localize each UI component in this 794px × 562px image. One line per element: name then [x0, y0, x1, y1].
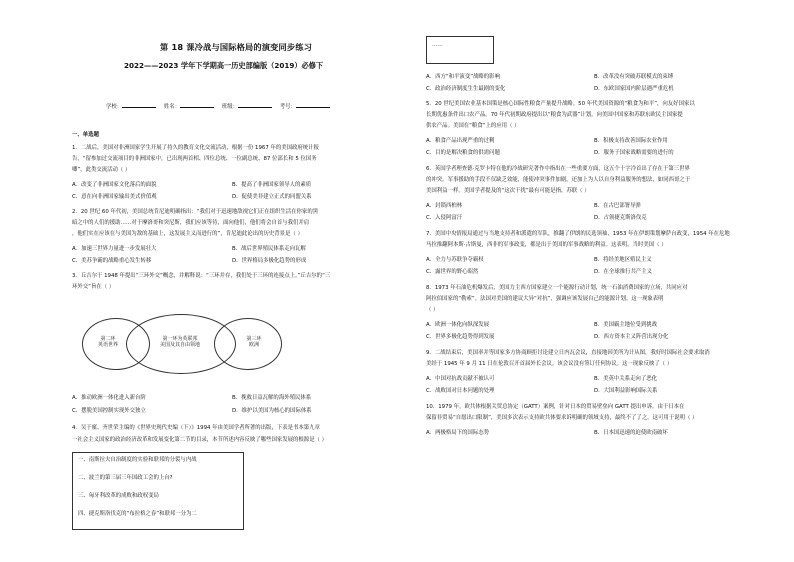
q1-stem-line-3: 卿”，此类交流活动（ ）: [72, 167, 131, 173]
q4-table-row-4: 四、捷克斯洛伐克的“布拉格之春”和联邦一分为二: [78, 511, 197, 517]
q6-option-b[interactable]: B．在古巴部署导弹: [594, 203, 641, 209]
q6-option-d[interactable]: D．占领捷克斯洛伐克: [594, 215, 647, 221]
q4-table-row-3: 三、匈牙利改革的成败和政权变局: [78, 493, 159, 499]
q4-option-b[interactable]: B．改革没有突破苏联模式的束缚: [594, 74, 674, 80]
q1-option-b[interactable]: B．提高了非洲国家领导人的素质: [232, 182, 312, 188]
class-label: 班级：: [221, 104, 238, 110]
q7-option-b[interactable]: B．将经美地区殖民主义: [594, 257, 652, 263]
q1-stem-line-2: 告，“留参加过交流项目的非洲国家中，已出现两首相、四位总统、一位副总统、87 位部长和 5 位国务: [72, 156, 317, 162]
header-box: [426, 36, 494, 64]
q4-stem-line-1: 4．吴于廑、齐世荣主编的《世界史现代史编（下）》1994 年由美国学者所著的出版，下表是书本第九章: [72, 425, 320, 431]
q7-option-a[interactable]: A．全力与苏联争夺霸权: [426, 257, 484, 263]
q9-stem-line-2: 美经于 1945 年 9 月 11 日在伦敦召开首届外长会议。该会议没有签订任何协议。这一现象反映了（ ）: [426, 361, 673, 367]
q5-stem-line-3: 供农产品。美国在“粮食”上的应用（ ）: [426, 123, 520, 129]
q2-stem-line-2: 暗之中的人们的援助……对于摩洛哥和突尼斯，我们应该等待，面向他们，他们将会自首与我们并肩: [72, 220, 310, 226]
second-circle-label: 第二环 英语世界: [97, 336, 118, 348]
q8-option-b[interactable]: B．美国霸主地位受到挑战: [594, 322, 657, 328]
header-box-text: ……: [432, 42, 443, 48]
q5-option-a[interactable]: A．粮食产品出现严重的过剩: [426, 138, 495, 144]
q1-stem-line-1: 1．二战后，美国对非洲国家学生开展了持久的教育文化交流活动，根据一份 1967 年的美国政府统计报: [72, 145, 319, 151]
q6-option-a[interactable]: A．封锁西柏林: [426, 203, 463, 209]
q4-option-c[interactable]: C．政治经济制度生生最剧的变化: [426, 86, 506, 92]
left-column: [72, 0, 382, 562]
q8-stem-line-2: 阿拉伯国家的“勒索”。法国对美国的建议大异“对抗”，强调应该发展自己的能源计划。这一现象表明: [426, 296, 664, 302]
q9-option-d[interactable]: D．大国利益影响国际关系: [594, 388, 658, 394]
q7-option-d[interactable]: D．在全球推行共产主义: [594, 269, 653, 275]
q9-stem-line-1: 9．二战结束后，美国率并等国家多方协商顾拒讨论建立日内瓦会议，直接地因美所为计从图，我好时国际社会要求取消: [426, 350, 710, 356]
q5-stem-line-2: 长期优惠条件出口农产品。70 年代初期政府提出以“粮食为武器”计划，向美国中国家和苏联东欧民主国家提: [426, 112, 683, 118]
q8-option-a[interactable]: A．欧洲一体化向纵深发展: [426, 322, 489, 328]
q1-option-d[interactable]: D．促使美非建立正式的同盟关系: [232, 194, 312, 200]
third-circle-label: 第三环 欧洲: [246, 336, 262, 348]
q2-option-c[interactable]: C．美苏争霸的战略重心发生转移: [72, 258, 152, 264]
name-field[interactable]: [180, 102, 214, 108]
school-label: 学校：: [106, 104, 123, 110]
q9-option-a[interactable]: A．中国对抗战贡献不被认可: [426, 376, 495, 382]
q7-option-c[interactable]: C．露世界的野心昭然: [426, 269, 479, 275]
student-info-line: [106, 102, 330, 111]
q4-option-a[interactable]: A．西方“和平演变”战略的影响: [426, 74, 500, 80]
q3-stem-line-1: 3．丘吉尔于 1948 年提出“三环外交”概念，并解释说：“三环并存，我们处于三环的连接点上。”丘吉尔的“三: [72, 273, 331, 279]
q2-stem-line-1: 2．20 世纪 60 年代初，美国总统肯尼迪明确指出：“我们对于迅速地敌视它们正在组织生活在你家的黑: [72, 209, 319, 215]
q8-stem-line-3: （ ）: [426, 307, 439, 313]
page-subtitle: 2022——2023 学年下学期高一历史部编版（2019）必修下: [124, 61, 324, 70]
q1-option-a[interactable]: A．改变了非洲国家文化落后的面貌: [72, 182, 157, 188]
right-column: [418, 0, 758, 562]
first-circle-label: 第一环为英联邦 美国及其自由领地: [159, 336, 200, 348]
q5-stem-line-1: 5．20 世纪美国农业基本国策是核心国际性粮食产量提升战略。50 年代美国资源的“粮食为和平”，向友好国家以: [426, 101, 695, 107]
q3-option-a[interactable]: A．推动欧洲一体化进入新台阶: [72, 395, 146, 401]
q4-option-d[interactable]: D．东欧国家国内阶层遇严重危机: [594, 86, 674, 92]
exam-no-field[interactable]: [296, 102, 330, 108]
page-title: 第 18 课冷战与国际格局的演变同步练习: [160, 42, 313, 52]
q4-stem-line-2: 一社会主义国家的政治经济改革和发展变化第二节的目录，本节所述内容反映了哪些国家发展的根源是（ ）: [72, 437, 328, 443]
q7-stem-line-1: 7．美国中央情报局通过与当地支持者和派遣的军队，推翻了伊朗的民选领袖，1953 年在伊朗策划摩萨台政变，1954 年在危地: [426, 231, 730, 237]
section-heading: 一、单选题: [72, 132, 99, 138]
name-label: 姓名：: [163, 104, 181, 110]
class-field[interactable]: [238, 102, 272, 108]
q5-option-c[interactable]: C．目的是解决粮食的供需问题: [426, 150, 500, 156]
q9-option-b[interactable]: B．美英中关系走向了恶化: [594, 376, 657, 382]
q6-stem-line-2: 的冲突。军事援助的手段不仅缺乏效能，能使冲突事件加剧，还加上为人以自身利益服务的想法，如同西哥之于: [426, 177, 691, 183]
q3-option-b[interactable]: B．挽救日益瓦解的海外殖民体系: [232, 395, 312, 401]
q5-option-b[interactable]: B．积极支持改善国际农业作用: [594, 138, 668, 144]
q2-option-d[interactable]: D．世界格局多极化趋势的形成: [232, 258, 307, 264]
q2-option-b[interactable]: B．战后世界殖民体系走向瓦解: [232, 246, 306, 252]
q4-table-row-2: 二、波兰的第三届三年国政工会的上台?: [78, 475, 173, 481]
q2-stem-line-3: ，他们实在应该在与美国为敌的基础上，这发展主义而进行的”，肯尼迪此论出的历史背景是（ ）: [72, 231, 303, 237]
q6-stem-line-1: 6．英国学者理查德·克罗卡特在他的冷战研究著作中指出在一些重要方面，这五个十字冷首出了存在于第三世界: [426, 166, 690, 172]
q10-option-a[interactable]: A．两极格局下的国际态势: [426, 430, 489, 436]
q7-stem-line-2: 马拉推翻阿本斯·古斯曼，西非的军事政变，都是出于美国的军事战略的利益。这表明，当时美国（ ）: [426, 242, 667, 248]
q8-option-d[interactable]: D．西方资本主义阵营出现分化: [594, 334, 669, 340]
q5-option-d[interactable]: D．服务于国家战略需要的进行的: [594, 150, 674, 156]
q6-option-c[interactable]: C．入侵阿富汗: [426, 215, 463, 221]
exam-no-label: 考号：: [279, 104, 296, 110]
q3-stem-line-2: 环外交”旨在（ ）: [72, 284, 115, 290]
q1-option-c[interactable]: C．意在向非洲国家输出美式价值观: [72, 194, 157, 200]
q10-stem-line-1: 10．1979 年，欧共体根据关贸总协定（GATT）案例，针对日本的贸易壁垒向 GATT 提出申诉。由于日本在: [426, 404, 685, 410]
q9-option-c[interactable]: C．战败国对日本问题的处理: [426, 388, 495, 394]
q6-stem-line-3: 美国利益一样。美国学者提及的“这次干扰”最有可能是指，苏联（ ）: [426, 188, 590, 194]
school-field[interactable]: [122, 102, 156, 108]
q10-option-b[interactable]: B．日本国迅速的迫使欧南破坏: [594, 430, 668, 436]
q10-stem-line-2: 保留非贸易“自愿出口限制”，美国多次表示支持欧共体要求诉明确的领域支持，最终不了了之。这可用于说明（ ）: [426, 415, 698, 421]
q8-stem-line-1: 8．1973 年石油危机爆发后，美国力主西方国家建立一个能源行动计划，统一石油消费国家的立场，共同应对: [426, 285, 688, 291]
q2-option-a[interactable]: A．加速三世界力量进一步发展壮大: [72, 246, 157, 252]
q3-option-c[interactable]: C．摆脱美国控制实现外交独立: [72, 408, 146, 414]
q3-option-d[interactable]: D．维护以美国为核心的国际体系: [232, 408, 312, 414]
q4-table-row-1: 一、南斯拉夫自治制度的实验和联邦的分裂与内战: [78, 457, 197, 463]
q8-option-c[interactable]: C．世界多极化趋势得到发展: [426, 334, 495, 340]
